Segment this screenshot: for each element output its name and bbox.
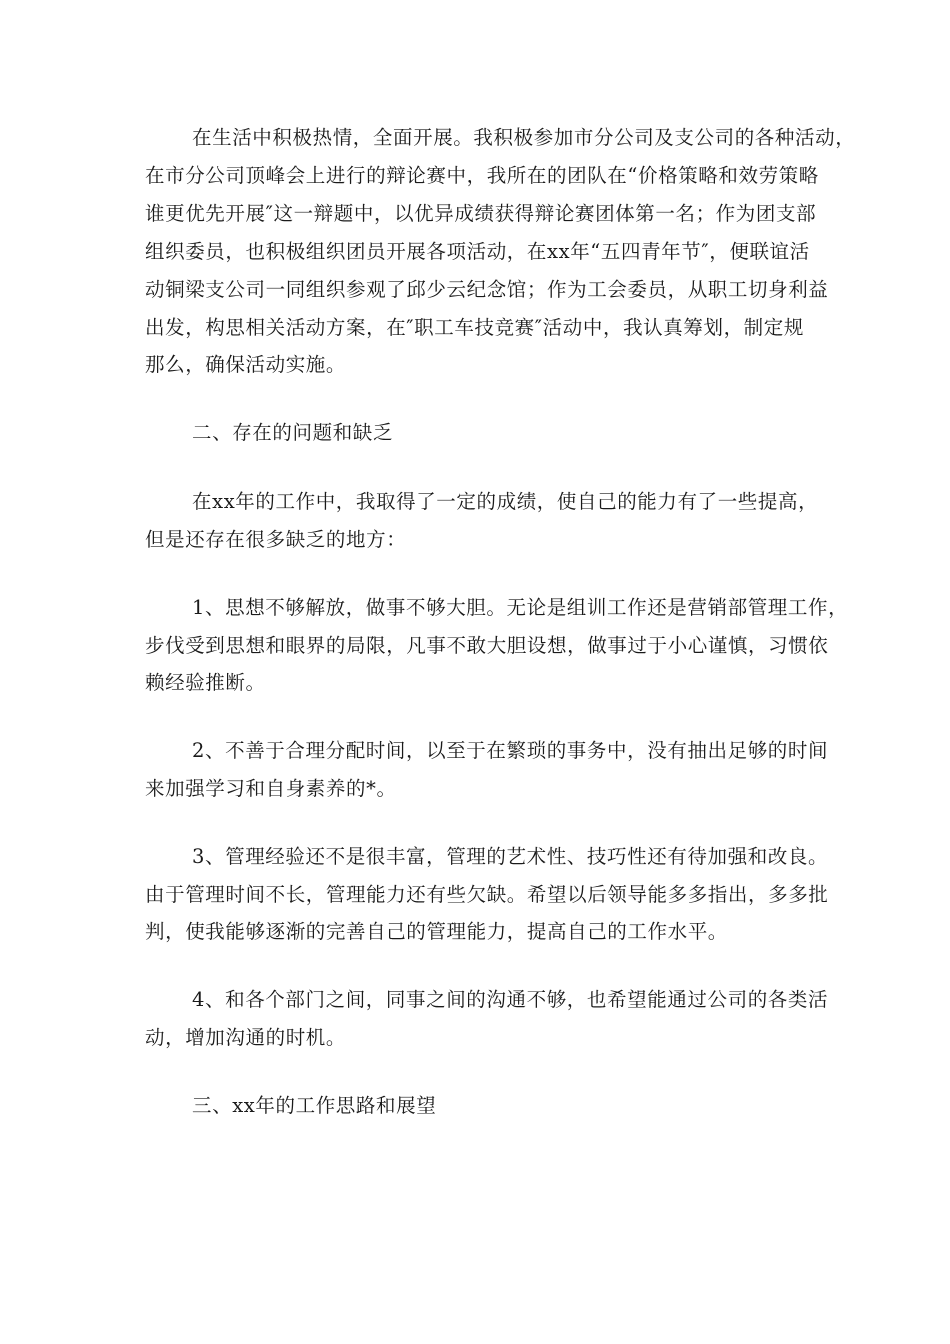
text-line: 4、和各个部门之间，同事之间的沟通不够，也希望能通过公司的各类活 [192,988,829,1011]
text-line: 步伐受到思想和眼界的局限，凡事不敢大胆设想，做事过于小心谨慎，习惯依 [145,634,829,657]
text-line: 1、思想不够解放，做事不够大胆。无论是组训工作还是营销部管理工作， [192,596,849,619]
text-line: 谁更优先开展″这一辩题中，以优异成绩获得辩论赛团体第一名；作为团支部 [145,202,817,225]
text-line: 在生活中积极热情，全面开展。我积极参加市分公司及支公司的各种活动， [192,126,856,149]
text-line: 由于管理时间不长，管理能力还有些欠缺。希望以后领导能多多指出，多多批 [145,883,829,906]
text-line: 那么，确保活动实施。 [145,353,347,376]
section-heading-outlook: 三、xx年的工作思路和展望 [192,1094,437,1117]
text-line: 2、不善于合理分配时间，以至于在繁琐的事务中，没有抽出足够的时间 [192,739,829,762]
text-line: 在市分公司顶峰会上进行的辩论赛中，我所在的团队在“价格策略和效劳策略 [145,164,819,187]
text-line: 3、管理经验还不是很丰富，管理的艺术性、技巧性还有待加强和改良。 [192,845,829,868]
text-line: 在xx年的工作中，我取得了一定的成绩，使自己的能力有了一些提高， [192,490,819,513]
text-line: 组织委员，也积极组织团员开展各项活动，在xx年“五四青年节″，便联谊活 [145,240,810,263]
section-heading-problems: 二、存在的问题和缺乏 [192,421,394,444]
text-line: 出发，构思相关活动方案，在″职工车技竞赛″活动中，我认真筹划，制定规 [145,316,804,339]
text-line: 但是还存在很多缺乏的地方： [145,528,407,551]
text-line: 动铜梁支公司一同组织参观了邱少云纪念馆；作为工会委员，从职工切身利益 [145,278,829,301]
text-line: 动，增加沟通的时机。 [145,1026,347,1049]
text-line: 来加强学习和自身素养的*。 [145,777,397,800]
text-line: 赖经验推断。 [145,671,266,694]
text-line: 判，使我能够逐渐的完善自己的管理能力，提高自己的工作水平。 [145,920,728,943]
